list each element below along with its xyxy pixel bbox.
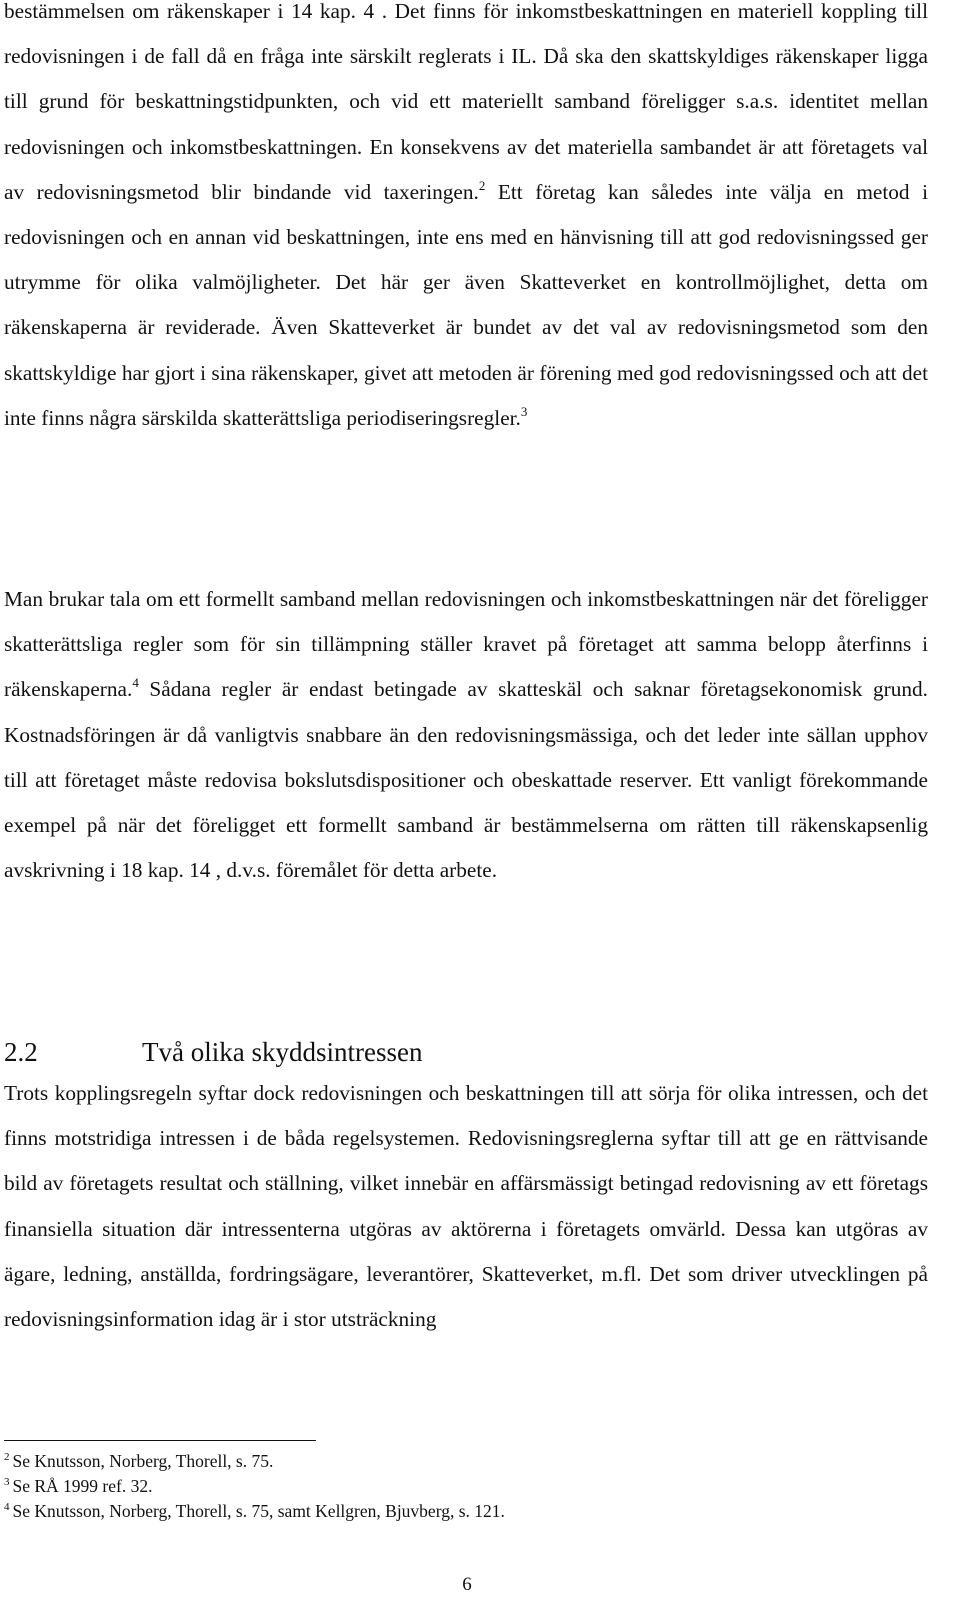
footnote-mark: 2 [4,1451,10,1463]
paragraph-text: Sådana regler är endast betingade av skatteskäl och saknar företagsekonomisk grund. Kostnadsföringen är då vanligtvis snabbare än den redovisningsmässiga, och det leder inte sällan upphov till att företaget måste redovisa bokslutsdispositioner och obeskattade reserver. Ett vanligt förekommande exempel på när det föreligget ett formellt samband är bestämmelserna om rätten till räkenskapsenlig avskrivning i 18 kap. 14 , d.v.s. föremålet för detta arbete. [4,677,928,883]
footnote-separator [4,1440,316,1441]
footnote-reference-3: 3 [520,403,528,419]
footnote-reference-4: 4 [132,675,139,691]
footnote-text: Se Knutsson, Norberg, Thorell, s. 75. [12,1451,274,1471]
footnote-mark: 3 [4,1476,10,1488]
section-title: Två olika skyddsintressen [142,1037,423,1067]
body-paragraph-1 [4,0,928,441]
footnotes-list [4,1449,505,1524]
section-number: 2.2 [4,1037,38,1067]
footnote-item [4,1474,505,1499]
footnote-mark: 4 [4,1501,10,1513]
footnote-reference-2: 2 [478,177,486,193]
body-paragraph-2 [4,577,928,893]
paragraph-text: bestämmelsen om räkenskaper i 14 kap. 4 . Det finns för inkomstbeskattningen en materiell koppling till redovisningen i de fall då en fråga inte särskilt reglerats i IL. Då ska den skattskyldiges räkenskaper ligga till grund för beskattningstidpunkten, och vid ett materiellt samband föreligger s.a.s. identitet mellan redovisningen och inkomstbeskattningen. En konsekvens av det materiella sambandet är att företagets val av redovisningsmetod blir bindande vid taxeringen. [4,0,928,204]
body-paragraph-3 [4,1071,928,1342]
paragraph-text: Ett företag kan således inte välja en metod i redovisningen och en annan vid beskattningen, inte ens med en hänvisning till att god redovisningssed ger utrymme för olika valmöjligheter. Det här ger även Skatteverket en kontrollmöjlighet, detta om räkenskaperna är reviderade. Även Skatteverket är bundet av det val av redovisningsmetod som den skattskyldige har gjort i sina räkenskaper, givet att metoden är förening med god redovisningssed och att det inte finns några särskilda skatterättsliga periodiseringsregler. [4,179,928,430]
section-heading [4,1034,422,1070]
footnote-text: Se Knutsson, Norberg, Thorell, s. 75, samt Kellgren, Bjuvberg, s. 121. [12,1501,505,1521]
footnote-item [4,1499,505,1524]
paragraph-text: Man brukar tala om ett formellt samband mellan redovisningen och inkomstbeskattningen när det föreligger skatterättsliga regler som för sin tillämpning ställer kravet på företaget att samma belopp återfinns i räkenskaperna. [4,587,928,702]
page-number: 6 [462,1574,472,1595]
paragraph-text: Trots kopplingsregeln syftar dock redovisningen och beskattningen till att sörja för olika intressen, och det finns motstridiga intressen i de båda regelsystemen. Redovisningsreglerna syftar till att ge en rättvisande bild av företagets resultat och ställning, vilket innebär en affärsmässigt betingad redovisning av ett företags finansiella situation där intressenterna utgöras av aktörerna i företagets omvärld. Dessa kan utgöras av ägare, ledning, anställda, fordringsägare, leverantörer, Skatteverket, m.fl. Det som driver utvecklingen på redovisningsinformation idag är i stor utsträckning [4,1081,928,1332]
footnote-item [4,1449,505,1474]
footnote-text: Se RÅ 1999 ref. 32. [12,1476,153,1496]
